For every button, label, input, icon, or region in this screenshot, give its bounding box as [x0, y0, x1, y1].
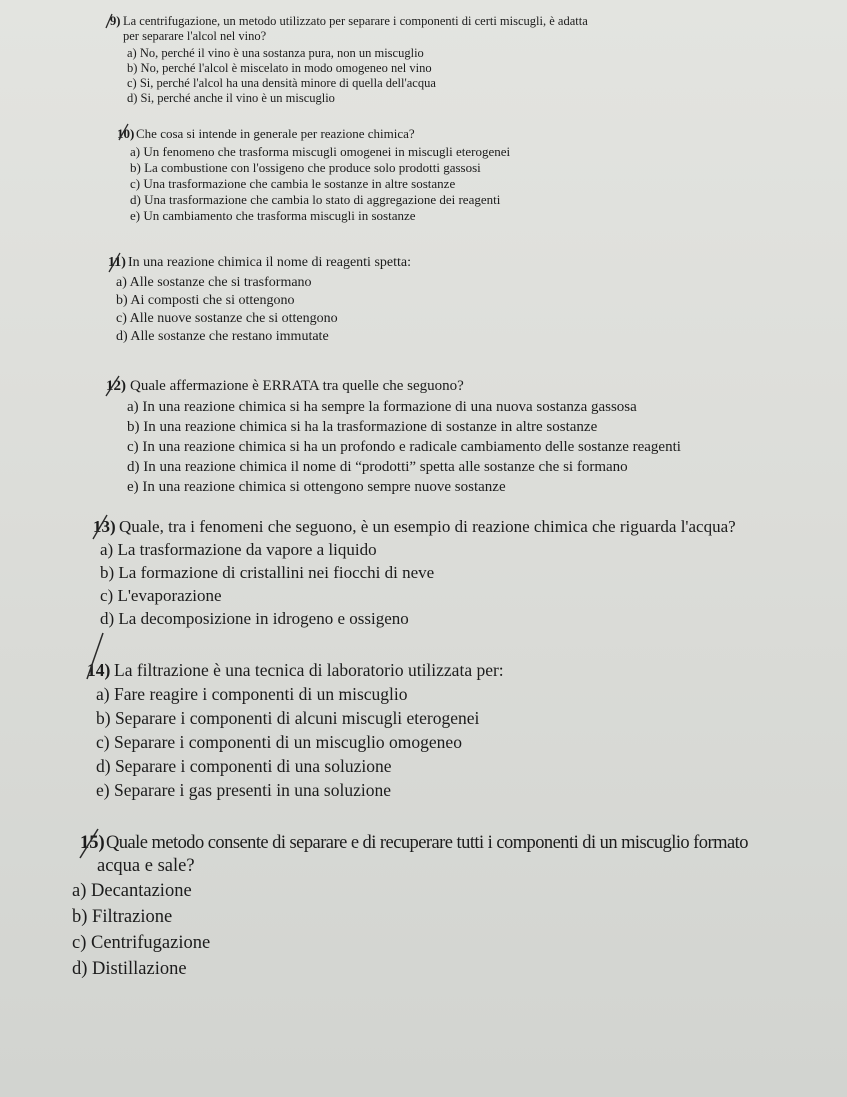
answer-option: a) Un fenomeno che trasforma miscugli omogenei in miscugli eterogenei	[130, 144, 511, 159]
answer-option: b) La formazione di cristallini nei fiocchi di neve	[100, 563, 435, 582]
question-text: Che cosa si intende in generale per reazione chimica?	[136, 126, 415, 141]
answer-option: b) No, perché l'alcol è miscelato in modo omogeneo nel vino	[127, 61, 432, 75]
answer-option: d) Alle sostanze che restano immutate	[116, 329, 329, 344]
answer-option: a) La trasformazione da vapore a liquido	[100, 540, 377, 559]
answer-option: b) In una reazione chimica si ha la trasformazione di sostanze in altre sostanze	[127, 419, 598, 435]
answer-option: c) Una trasformazione che cambia le sostanze in altre sostanze	[130, 176, 456, 191]
question-number: 14)	[87, 660, 111, 680]
answer-option: d) Si, perché anche il vino è un miscuglio	[127, 91, 335, 105]
answer-option: c) Centrifugazione	[72, 933, 211, 953]
answer-option: e) Un cambiamento che trasforma miscugli in sostanze	[130, 208, 416, 223]
answer-option: c) Si, perché l'alcol ha una densità minore di quella dell'acqua	[127, 76, 436, 90]
answer-option: c) L'evaporazione	[100, 586, 222, 605]
answer-option: a) Alle sostanze che si trasformano	[116, 275, 312, 290]
answer-option: b) Ai composti che si ottengono	[116, 293, 295, 308]
answer-option: a) Decantazione	[72, 881, 192, 901]
question-text-continued: per separare l'alcol nel vino?	[123, 29, 267, 43]
question-number: 15)	[80, 833, 105, 853]
question-number: 11)	[108, 255, 126, 270]
answer-option: a) Fare reagire i componenti di un miscuglio	[96, 684, 408, 704]
question-number: 10)	[117, 126, 135, 141]
answer-option: a) In una reazione chimica si ha sempre la formazione di una nuova sostanza gassosa	[127, 399, 637, 415]
answer-option: d) Separare i componenti di una soluzione	[96, 756, 392, 776]
answer-option: e) Separare i gas presenti in una soluzione	[96, 780, 391, 800]
question-text-continued: acqua e sale?	[97, 856, 195, 876]
answer-option: b) La combustione con l'ossigeno che produce solo prodotti gassosi	[130, 160, 481, 175]
question-number: 13)	[93, 517, 116, 536]
answer-option: d) La decomposizione in idrogeno e ossigeno	[100, 609, 409, 628]
question-number: 12)	[106, 378, 126, 394]
answer-option: d) Una trasformazione che cambia lo stato di aggregazione dei reagenti	[130, 192, 501, 207]
question-text: La filtrazione è una tecnica di laboratorio utilizzata per:	[114, 660, 504, 680]
answer-option: c) In una reazione chimica si ha un profondo e radicale cambiamento delle sostanze reagenti	[127, 439, 681, 455]
answer-option: e) In una reazione chimica si ottengono sempre nuove sostanze	[127, 479, 506, 495]
answer-option: b) Separare i componenti di alcuni miscugli eterogenei	[96, 708, 480, 728]
question-text: La centrifugazione, un metodo utilizzato per separare i componenti di certi miscugli, è adatta	[123, 14, 588, 28]
answer-option: b) Filtrazione	[72, 907, 173, 927]
question-text: In una reazione chimica il nome di reagenti spetta:	[128, 255, 411, 270]
question-text: Quale affermazione è ERRATA tra quelle che seguono?	[130, 378, 464, 394]
question-text: Quale, tra i fenomeni che seguono, è un esempio di reazione chimica che riguarda l'acqua?	[119, 517, 736, 536]
question-number: 9)	[110, 14, 121, 28]
answer-option: d) Distillazione	[72, 959, 187, 979]
answer-option: d) In una reazione chimica il nome di “prodotti” spetta alle sostanze che si formano	[127, 459, 628, 475]
answer-option: a) No, perché il vino è una sostanza pura, non un miscuglio	[127, 46, 424, 60]
answer-option: c) Alle nuove sostanze che si ottengono	[116, 311, 338, 326]
question-text: Quale metodo consente di separare e di recuperare tutti i componenti di un miscuglio formato	[106, 833, 748, 853]
answer-option: c) Separare i componenti di un miscuglio omogeneo	[96, 732, 462, 752]
